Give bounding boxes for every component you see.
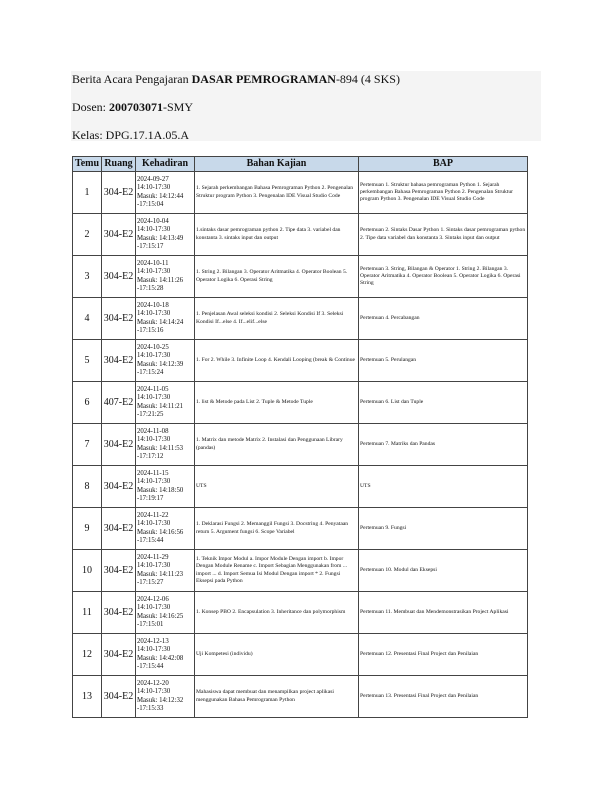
kehadiran-time: 14:10-17:30 bbox=[137, 310, 171, 317]
kehadiran-keluar: -17:15:27 bbox=[137, 579, 164, 586]
ruang-cell: 304-E2 bbox=[102, 298, 136, 340]
kehadiran-masuk: Masuk: 14:12:44 bbox=[137, 192, 184, 200]
temu-cell: 7 bbox=[73, 424, 102, 466]
table-row bbox=[73, 634, 528, 676]
kehadiran-masuk: Masuk: 14:42:08 bbox=[137, 654, 184, 662]
kehadiran-masuk: Masuk: 14:11:21 bbox=[137, 402, 184, 410]
bahan-kajian-cell: Uji Kompetesi (individu) bbox=[195, 634, 359, 676]
bap-cell: Pertemuan 2. Sintaks Dasar Python 1. Sintaks dasar pemrograman python 2. Tipe data variabel dan konstanta 3. Sintaks input dan output bbox=[359, 214, 528, 256]
kehadiran-time: 14:10-17:30 bbox=[137, 646, 171, 653]
ruang-cell: 304-E2 bbox=[102, 424, 136, 466]
kehadiran-masuk: Masuk: 14:12:32 bbox=[137, 696, 184, 704]
ruang-cell: 304-E2 bbox=[102, 256, 136, 298]
kehadiran-cell bbox=[136, 172, 195, 214]
bahan-kajian-cell: 1. Sejarah perkembangan Bahasa Pemrograman Python 2. Pengenalan Struktur program Python 3. Pengenalan IDE Visual Studio Code bbox=[195, 172, 359, 214]
kehadiran-date: 2024-10-25 bbox=[137, 343, 169, 351]
bap-cell: Pertemuan 5. Perulangan bbox=[359, 340, 528, 382]
kehadiran-keluar: -17:15:01 bbox=[137, 621, 164, 628]
kehadiran-masuk: Masuk: 14:13:49 bbox=[137, 234, 184, 242]
kehadiran-cell bbox=[136, 676, 195, 718]
table-row bbox=[73, 466, 528, 508]
bahan-kajian-cell: 1. Penjelasan Awal seleksi kondisi 2. Seleksi Kondisi If 3. Seleksi Kondisi If...else 4. If...elif...else bbox=[195, 298, 359, 340]
kehadiran-time: 14:10-17:30 bbox=[137, 604, 171, 611]
temu-cell: 13 bbox=[73, 676, 102, 718]
bap-cell: Pertemuan 13. Presentasi Final Project dan Penilaian bbox=[359, 676, 528, 718]
bahan-kajian-cell: 1. For 2. While 3. Infinite Loop 4. Kendali Looping (break & Continue bbox=[195, 340, 359, 382]
kehadiran-masuk: Masuk: 14:11:23 bbox=[137, 570, 184, 578]
kehadiran-keluar: -17:19:17 bbox=[137, 495, 164, 502]
kehadiran-masuk: Masuk: 14:11:26 bbox=[137, 276, 184, 284]
temu-cell: 8 bbox=[73, 466, 102, 508]
course-name: DASAR PEMROGRAMAN bbox=[191, 72, 336, 86]
kehadiran-masuk: Masuk: 14:11:53 bbox=[137, 444, 184, 452]
bap-cell: Pertemuan 6. List dan Tuple bbox=[359, 382, 528, 424]
bap-cell: Pertemuan 1. Struktur bahasa pemrograman Python 1. Sejarah perkembangan Bahasa Pemrograman Python 2. Pengenalan Struktur program Python 3. Pengenalan IDE Visual Studio Code bbox=[359, 172, 528, 214]
ruang-cell: 304-E2 bbox=[102, 592, 136, 634]
bahan-kajian-cell: 1. Deklarasi Fungsi 2. Memanggil Fungsi 3. Docstring 4. Penyataan return 5. Argument fungsi 6. Scope Variabel bbox=[195, 508, 359, 550]
col-bahan-kajian: Bahan Kajian bbox=[195, 157, 359, 172]
kehadiran-time: 14:10-17:30 bbox=[137, 562, 171, 569]
bahan-kajian-cell: 1. Konsep PBO 2. Encapsulation 3. Inheritance dan polymorphism bbox=[195, 592, 359, 634]
dosen-label: Dosen: bbox=[72, 100, 109, 114]
temu-cell: 4 bbox=[73, 298, 102, 340]
temu-cell: 1 bbox=[73, 172, 102, 214]
table-row bbox=[73, 550, 528, 592]
kehadiran-date: 2024-11-15 bbox=[137, 469, 169, 477]
dosen-line bbox=[72, 100, 193, 115]
kehadiran-keluar: -17:17:12 bbox=[137, 453, 164, 460]
kelas-line: Kelas: DPG.17.1A.05.A bbox=[72, 128, 189, 142]
col-kehadiran: Kehadiran bbox=[136, 157, 195, 172]
kehadiran-time: 14:10-17:30 bbox=[137, 688, 171, 695]
kehadiran-date: 2024-09-27 bbox=[137, 175, 169, 183]
ruang-cell: 304-E2 bbox=[102, 676, 136, 718]
ruang-cell: 407-E2 bbox=[102, 382, 136, 424]
table-row bbox=[73, 676, 528, 718]
bahan-kajian-cell: UTS bbox=[195, 466, 359, 508]
table-row bbox=[73, 340, 528, 382]
kehadiran-cell bbox=[136, 592, 195, 634]
temu-cell: 11 bbox=[73, 592, 102, 634]
kehadiran-time: 14:10-17:30 bbox=[137, 352, 171, 359]
kehadiran-masuk: Masuk: 14:18:50 bbox=[137, 486, 184, 494]
kehadiran-time: 14:10-17:30 bbox=[137, 226, 171, 233]
kehadiran-cell bbox=[136, 382, 195, 424]
bahan-kajian-cell: 1. list & Metode pada List 2. Tuple & Metode Tuple bbox=[195, 382, 359, 424]
kehadiran-time: 14:10-17:30 bbox=[137, 478, 171, 485]
kehadiran-cell bbox=[136, 256, 195, 298]
dosen-id: 200703071 bbox=[109, 100, 163, 114]
ruang-cell: 304-E2 bbox=[102, 508, 136, 550]
bahan-kajian-cell: Mahasiswa dapat membuat dan menampilkan project aplikasi menggunakan Bahasa Pemrograman Python bbox=[195, 676, 359, 718]
kehadiran-cell bbox=[136, 340, 195, 382]
ruang-cell: 304-E2 bbox=[102, 634, 136, 676]
bahan-kajian-cell: 1. String 2. Bilangan 3. Operator Aritmatika 4. Operator Boolean 5. Operator Logika 6. Operasi String bbox=[195, 256, 359, 298]
ruang-cell: 304-E2 bbox=[102, 214, 136, 256]
table-header-row bbox=[73, 157, 528, 172]
table-row bbox=[73, 172, 528, 214]
col-temu: Temu bbox=[73, 157, 102, 172]
bap-cell: Pertemuan 4. Percabangan bbox=[359, 298, 528, 340]
temu-cell: 2 bbox=[73, 214, 102, 256]
kehadiran-cell bbox=[136, 634, 195, 676]
bap-cell: Pertemuan 3. String, Bilangan & Operator 1. String 2. Bilangan 3. Operator Aritmatika 4. Operator Boolean 5. Operator Logika 6. Operasi String bbox=[359, 256, 528, 298]
bap-cell: Pertemuan 9. Fungsi bbox=[359, 508, 528, 550]
bap-table bbox=[72, 156, 528, 718]
bap-cell: UTS bbox=[359, 466, 528, 508]
kehadiran-time: 14:10-17:30 bbox=[137, 520, 171, 527]
kehadiran-time: 14:10-17:30 bbox=[137, 268, 171, 275]
kehadiran-cell bbox=[136, 298, 195, 340]
kehadiran-cell bbox=[136, 466, 195, 508]
ruang-cell: 304-E2 bbox=[102, 466, 136, 508]
kehadiran-date: 2024-11-08 bbox=[137, 427, 169, 435]
ruang-cell: 304-E2 bbox=[102, 550, 136, 592]
temu-cell: 9 bbox=[73, 508, 102, 550]
kehadiran-date: 2024-12-20 bbox=[137, 679, 169, 687]
kehadiran-keluar: -17:15:16 bbox=[137, 327, 164, 334]
kehadiran-keluar: -17:15:28 bbox=[137, 285, 164, 292]
bap-cell: Pertemuan 7. Matriks dan Pandas bbox=[359, 424, 528, 466]
kehadiran-keluar: -17:21:25 bbox=[137, 411, 164, 418]
table-row bbox=[73, 298, 528, 340]
table-row bbox=[73, 508, 528, 550]
temu-cell: 5 bbox=[73, 340, 102, 382]
kehadiran-keluar: -17:15:17 bbox=[137, 243, 164, 250]
kehadiran-cell bbox=[136, 508, 195, 550]
kehadiran-date: 2024-10-18 bbox=[137, 301, 169, 309]
kehadiran-masuk: Masuk: 14:16:56 bbox=[137, 528, 184, 536]
kehadiran-date: 2024-11-05 bbox=[137, 385, 169, 393]
ruang-cell: 304-E2 bbox=[102, 340, 136, 382]
table-row bbox=[73, 214, 528, 256]
kehadiran-cell bbox=[136, 550, 195, 592]
kehadiran-keluar: -17:15:24 bbox=[137, 369, 164, 376]
kehadiran-masuk: Masuk: 14:14:24 bbox=[137, 318, 184, 326]
kehadiran-date: 2024-11-29 bbox=[137, 553, 169, 561]
kehadiran-keluar: -17:15:44 bbox=[137, 663, 164, 670]
title-line bbox=[72, 72, 400, 87]
kehadiran-cell bbox=[136, 214, 195, 256]
kehadiran-keluar: -17:15:04 bbox=[137, 201, 164, 208]
temu-cell: 10 bbox=[73, 550, 102, 592]
table-row bbox=[73, 256, 528, 298]
kehadiran-keluar: -17:15:33 bbox=[137, 705, 164, 712]
kehadiran-time: 14:10-17:30 bbox=[137, 436, 171, 443]
col-ruang: Ruang bbox=[102, 157, 136, 172]
bahan-kajian-cell: 1.sintaks dasar pemrograman python 2. Tipe data 3. variabel dan konstanta 3. sintaks input dan output bbox=[195, 214, 359, 256]
kehadiran-date: 2024-10-11 bbox=[137, 259, 169, 267]
dosen-code: -SMY bbox=[163, 100, 194, 114]
bahan-kajian-cell: 1. Matrix dan metode Matrix 2. Instalasi dan Penggunaan Library (pandas) bbox=[195, 424, 359, 466]
table-row bbox=[73, 382, 528, 424]
kehadiran-date: 2024-10-04 bbox=[137, 217, 169, 225]
table-row bbox=[73, 592, 528, 634]
table-row bbox=[73, 424, 528, 466]
kehadiran-time: 14:10-17:30 bbox=[137, 184, 171, 191]
temu-cell: 3 bbox=[73, 256, 102, 298]
kehadiran-cell bbox=[136, 424, 195, 466]
kehadiran-time: 14:10-17:30 bbox=[137, 394, 171, 401]
bap-cell: Pertemuan 12. Presentasi Final Project dan Penilaian bbox=[359, 634, 528, 676]
kehadiran-masuk: Masuk: 14:16:25 bbox=[137, 612, 184, 620]
col-bap: BAP bbox=[359, 157, 528, 172]
temu-cell: 12 bbox=[73, 634, 102, 676]
kehadiran-masuk: Masuk: 14:12:39 bbox=[137, 360, 184, 368]
title-prefix: Berita Acara Pengajaran bbox=[72, 72, 192, 86]
temu-cell: 6 bbox=[73, 382, 102, 424]
bahan-kajian-cell: 1. Teknik Impor Modul a. Impor Module Dengan import b. Impor Dengan Module Rename c. Import Sebagian Menggunakan from ... import ... d. Import Semua Isi Modul Dengan import * 2. Fungsi Eksepsi pada Python bbox=[195, 550, 359, 592]
kehadiran-date: 2024-12-06 bbox=[137, 595, 169, 603]
kehadiran-keluar: -17:15:44 bbox=[137, 537, 164, 544]
bap-cell: Pertemuan 10. Modul dan Eksepsi bbox=[359, 550, 528, 592]
kehadiran-date: 2024-12-13 bbox=[137, 637, 169, 645]
bap-cell: Pertemuan 11. Membuat dan Mendemonstrasikan Project Aplikasi bbox=[359, 592, 528, 634]
kehadiran-date: 2024-11-22 bbox=[137, 511, 169, 519]
ruang-cell: 304-E2 bbox=[102, 172, 136, 214]
course-code: -894 (4 SKS) bbox=[335, 72, 400, 86]
